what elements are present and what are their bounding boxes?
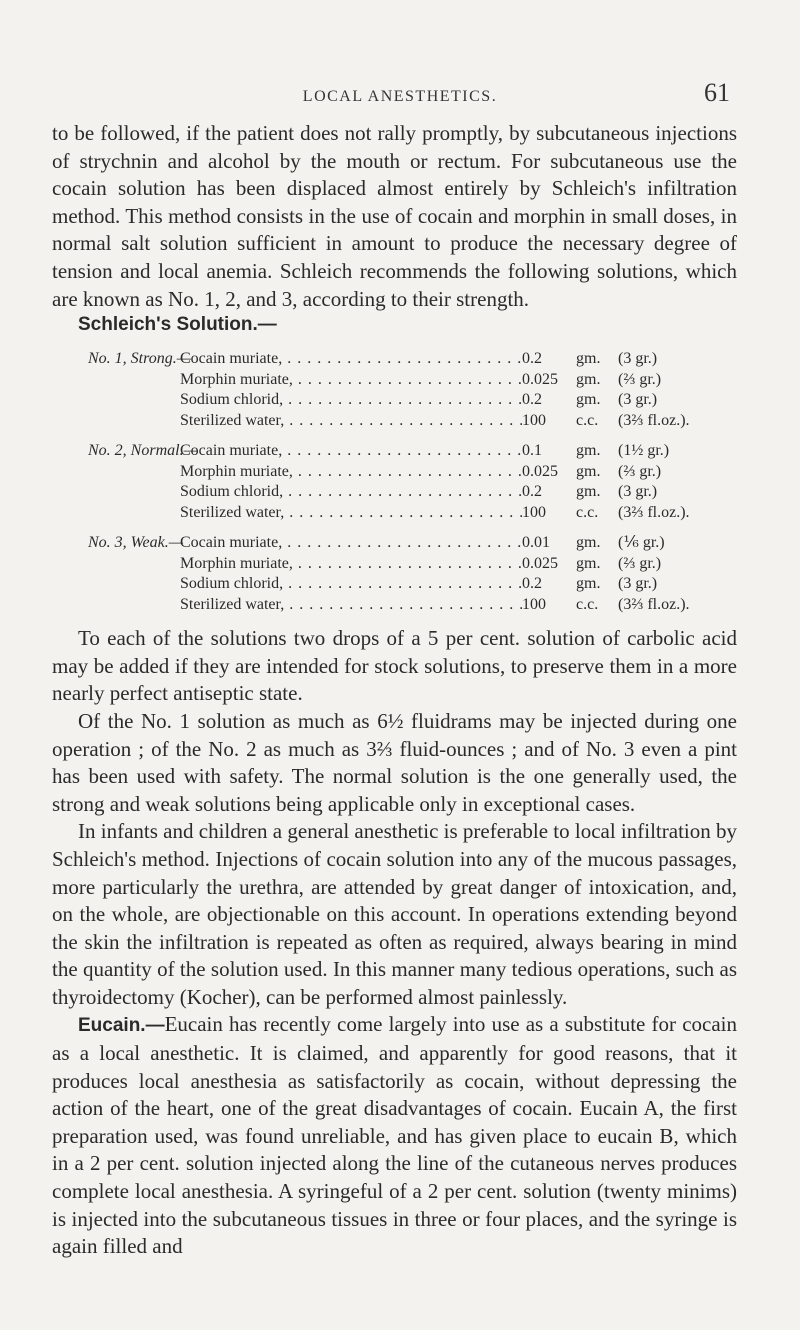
ingredient: Sodium chlorid, . . . — [180, 390, 522, 410]
unit: gm. — [576, 483, 601, 501]
eucain-heading: Eucain.— — [78, 1015, 165, 1037]
page-header — [70, 68, 730, 108]
unit: c.c. — [576, 503, 599, 521]
grains: (⅙ gr.) — [618, 534, 665, 552]
unit: gm. — [576, 391, 601, 409]
formula-row — [88, 390, 698, 411]
ingredient: Cocain muriate, . . . — [180, 441, 522, 461]
paragraph-continuation: to be followed, if the patient does not rally promptly, by subcutaneous injections of strychnin and alcohol by the mouth or rectum. For subcutaneous use the cocain solution has been displaced almost entirely by Schleich's infiltration method. This method consists in the use of cocain and morphin in small doses, in normal salt solution sufficient in amount to produce the necessary degree of tension and local anemia. Schleich recommends the following solutions, which are known as No. 1, 2, and 3, according to their strength. — [52, 121, 737, 311]
formula-row — [88, 595, 698, 616]
ingredient: Sodium chlorid, . . . — [180, 482, 522, 502]
unit: gm. — [576, 370, 601, 388]
unit: gm. — [576, 350, 601, 368]
grains: (3⅔ fl.oz.). — [618, 503, 690, 521]
amount: 0.1 — [522, 441, 576, 461]
unit: gm. — [576, 534, 601, 552]
amount: 0.2 — [522, 574, 576, 594]
grains: (1½ gr.) — [618, 442, 670, 460]
running-title: LOCAL ANESTHETICS. — [302, 88, 498, 105]
formula-row — [88, 411, 698, 432]
formula-label: No. 2, Normal.— — [88, 442, 198, 460]
eucain-text: Eucain has recently come largely into use as a substitute for cocain as a local anesthetic. It is claimed, and apparently for good reasons, that it produces local anesthesia as satisfactorily as cocain, without depressing the action of the heart, one of the great disadvantages of cocain. Eucain A, the first preparation used, was found unreliable, and has given place to eucain B, which in a 2 per cent. solution injected along the line of the cutaneous nerves produces complete local anesthesia. A syringeful of a 2 per cent. solution (twenty minims) is injected into the subcutaneous tissues in three or four places, and the syringe is again filled and — [52, 1012, 737, 1259]
paragraph-infants: In infants and children a general anesthetic is preferable to local infiltration by Schleich's method. Injections of cocain solution into any of the mucous passages, more particularly the urethra, are attended by great danger of intoxication, and, on the whole, are objectionable on this account. In operations extending beyond the skin the infiltration is repeated as often as required, always bearing in mind the quantity of the solution used. In this manner many tedious operations, such as thyroidectomy (Kocher), can be performed almost painlessly. — [52, 819, 737, 1009]
formula-weak — [88, 533, 698, 615]
unit: c.c. — [576, 595, 599, 613]
amount: 0.025 — [522, 370, 576, 390]
grains: (⅔ gr.) — [618, 554, 662, 572]
ingredient: Sodium chlorid, . . . — [180, 574, 522, 594]
amount: 100 — [522, 595, 576, 615]
formula-label: No. 3, Weak.— — [88, 534, 183, 552]
formula-row — [88, 482, 698, 503]
formula-row — [88, 554, 698, 575]
amount: 0.025 — [522, 462, 576, 482]
grains: (3 gr.) — [618, 575, 658, 593]
formula-row — [88, 441, 698, 462]
formula-row — [88, 349, 698, 370]
schleich-solution-heading: Schleich's Solution.— — [78, 314, 277, 336]
grains: (3 gr.) — [618, 391, 658, 409]
formula-list — [88, 349, 698, 615]
formula-row — [88, 462, 698, 483]
unit: gm. — [576, 575, 601, 593]
amount: 100 — [522, 411, 576, 431]
amount: 0.2 — [522, 390, 576, 410]
ingredient: Sterilized water, . . . — [180, 595, 522, 615]
amount: 0.01 — [522, 533, 576, 553]
ingredient: Cocain muriate, . . . — [180, 349, 522, 369]
grains: (3 gr.) — [618, 350, 658, 368]
paragraphs-after-formulas — [52, 625, 737, 1261]
unit: gm. — [576, 442, 601, 460]
ingredient: Sterilized water, . . . — [180, 411, 522, 431]
formula-strong — [88, 349, 698, 431]
paragraph-eucain — [52, 1011, 737, 1260]
grains: (3⅔ fl.oz.). — [618, 595, 690, 613]
amount: 0.2 — [522, 349, 576, 369]
formula-row — [88, 533, 698, 554]
unit: c.c. — [576, 411, 599, 429]
formula-normal — [88, 441, 698, 523]
ingredient: Morphin muriate, . . . — [180, 462, 522, 482]
ingredient: Sterilized water, . . . — [180, 503, 522, 523]
formula-label: No. 1, Strong.— — [88, 350, 191, 368]
page-number: 61 — [704, 78, 730, 107]
ingredient: Morphin muriate, . . . — [180, 554, 522, 574]
unit: gm. — [576, 554, 601, 572]
amount: 100 — [522, 503, 576, 523]
grains: (⅔ gr.) — [618, 462, 662, 480]
ingredient: Cocain muriate, . . . — [180, 533, 522, 553]
grains: (⅔ gr.) — [618, 370, 662, 388]
formula-row — [88, 503, 698, 524]
formula-row — [88, 574, 698, 595]
paragraph-carbolic: To each of the solutions two drops of a 5 per cent. solution of carbolic acid may be added if they are intended for stock solutions, to preserve them in a more nearly perfect antiseptic state. — [52, 626, 737, 706]
paragraph-dosage: Of the No. 1 solution as much as 6½ fluidrams may be injected during one operation ; of the No. 2 as much as 3⅔ fluid-ounces ; and of No. 3 even a pint has been used with safety. The normal solution is the one generally used, the strong and weak solutions being applicable only in exceptional cases. — [52, 708, 737, 816]
grains: (3 gr.) — [618, 483, 658, 501]
page-body — [52, 120, 737, 1261]
unit: gm. — [576, 462, 601, 480]
amount: 0.025 — [522, 554, 576, 574]
ingredient: Morphin muriate, . . . — [180, 370, 522, 390]
formula-row — [88, 370, 698, 391]
grains: (3⅔ fl.oz.). — [618, 411, 690, 429]
amount: 0.2 — [522, 482, 576, 502]
